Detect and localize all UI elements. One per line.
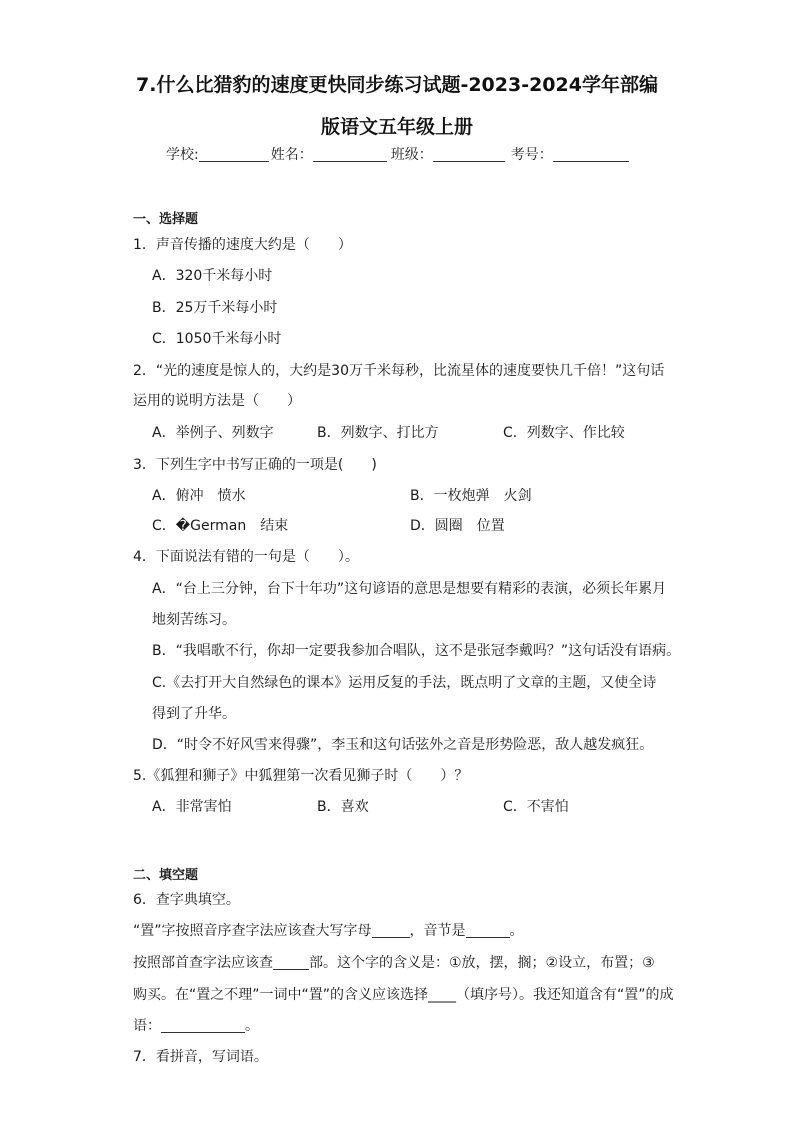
q3-option-c: C．�German 结束 [152, 518, 289, 534]
q5-option-b: B．喜欢 [317, 799, 369, 815]
q2-option-a: A．举例子、列数字 [152, 425, 274, 441]
class-label: 班级： [390, 147, 433, 163]
q1-option-b: B．25万千米每小时 [152, 300, 278, 316]
q4-option-b: B．“我唱歌不行，你却一定要我参加合唱队，这不是张冠李戴吗？”这句话没有语病。 [152, 643, 681, 659]
q3-option-b: B．一枚炮弹 火剑 [410, 488, 532, 504]
q5-option-c: C．不害怕 [503, 799, 569, 815]
student-info-row [166, 144, 636, 164]
q1-option-c: C．1050千米每小时 [152, 331, 282, 347]
q6-line2-text-a: 按照部首查字法应该查 [133, 955, 273, 971]
q6-stem: 6．查字典填空。 [133, 892, 240, 908]
q3-stem: 3．下列生字中书写正确的一项是( ) [133, 457, 377, 473]
q3-option-d: D．圆圈 位置 [410, 518, 505, 534]
q1-option-a: A．320千米每小时 [152, 268, 273, 284]
q6-line1-text-b: ，音节是 [409, 923, 466, 939]
school-blank[interactable] [199, 147, 269, 162]
school-label: 学校: [166, 147, 199, 163]
exam-no-blank[interactable] [553, 147, 629, 162]
exam-no-label: 考号： [510, 147, 553, 163]
q4-option-c-line2: 得到了升华。 [152, 706, 236, 722]
q1-stem: 1．声音传播的速度大约是（ ） [133, 237, 352, 253]
q5-stem: 5.《狐狸和狮子》中狐狸第一次看见狮子时（ ）？ [133, 768, 469, 784]
q6-letter-blank[interactable] [372, 923, 410, 938]
q4-stem: 4．下面说法有错的一句是（ ）。 [133, 549, 359, 565]
q6-line4 [133, 1015, 259, 1035]
q4-option-c-line1: C.《去打开大自然绿色的课本》运用反复的手法，既点明了文章的主题，又使全诗 [152, 675, 657, 691]
name-blank[interactable] [313, 147, 387, 162]
q2-stem-line2: 运用的说明方法是（ ） [133, 393, 301, 409]
q7-stem: 7．看拼音，写词语。 [133, 1049, 268, 1065]
q4-option-a-line2: 地刻苦练习。 [152, 612, 236, 628]
name-label: 姓名： [270, 147, 313, 163]
q6-line4-text-b: 。 [245, 1018, 259, 1034]
q6-syllable-blank[interactable] [466, 923, 510, 938]
q6-line1-text-c: 。 [509, 923, 524, 939]
worksheet-title-line1: 7.什么比猎豹的速度更快同步练习试题-2023-2024学年部编 [136, 74, 658, 96]
q2-stem-line1: 2．“光的速度是惊人的，大约是30万千米每秒，比流星体的速度要快几千倍！”这句话 [133, 363, 665, 379]
q2-option-c: C．列数字、作比较 [503, 425, 625, 441]
section-heading-choice: 一、选择题 [133, 212, 199, 227]
q6-line1 [133, 920, 524, 940]
q4-option-a-line1: A．“台上三分钟，台下十年功”这句谚语的意思是想要有精彩的表演，必须长年累月 [152, 581, 667, 597]
worksheet-title-line2: 版语文五年级上册 [320, 116, 473, 138]
q6-idiom-blank[interactable] [161, 1018, 245, 1033]
q5-option-a: A．非常害怕 [152, 799, 232, 815]
q6-line3: 购买。在“置之不理”一词中“置”的含义应该选择____（填序号）。我还知道含有“置”的成 [133, 987, 674, 1003]
section-heading-fill: 二、填空题 [133, 868, 199, 883]
class-blank[interactable] [433, 147, 505, 162]
q6-line2-text-b: 部。这个字的含义是：①放，摆，搁；②设立，布置；③ [309, 955, 655, 971]
q2-option-b: B．列数字、打比方 [317, 425, 439, 441]
q3-option-a: A．俯冲 愤水 [152, 488, 246, 504]
q6-line2 [133, 952, 655, 972]
q6-line1-text-a: “置”字按照音序查字法应该查大写字母 [133, 923, 372, 939]
q6-line4-text-a: 语： [133, 1018, 161, 1034]
q6-radical-blank[interactable] [273, 955, 309, 970]
q4-option-d: D．“时令不好风雪来得骤”，李玉和这句话弦外之音是形势险恶，敌人越发疯狂。 [152, 737, 654, 753]
